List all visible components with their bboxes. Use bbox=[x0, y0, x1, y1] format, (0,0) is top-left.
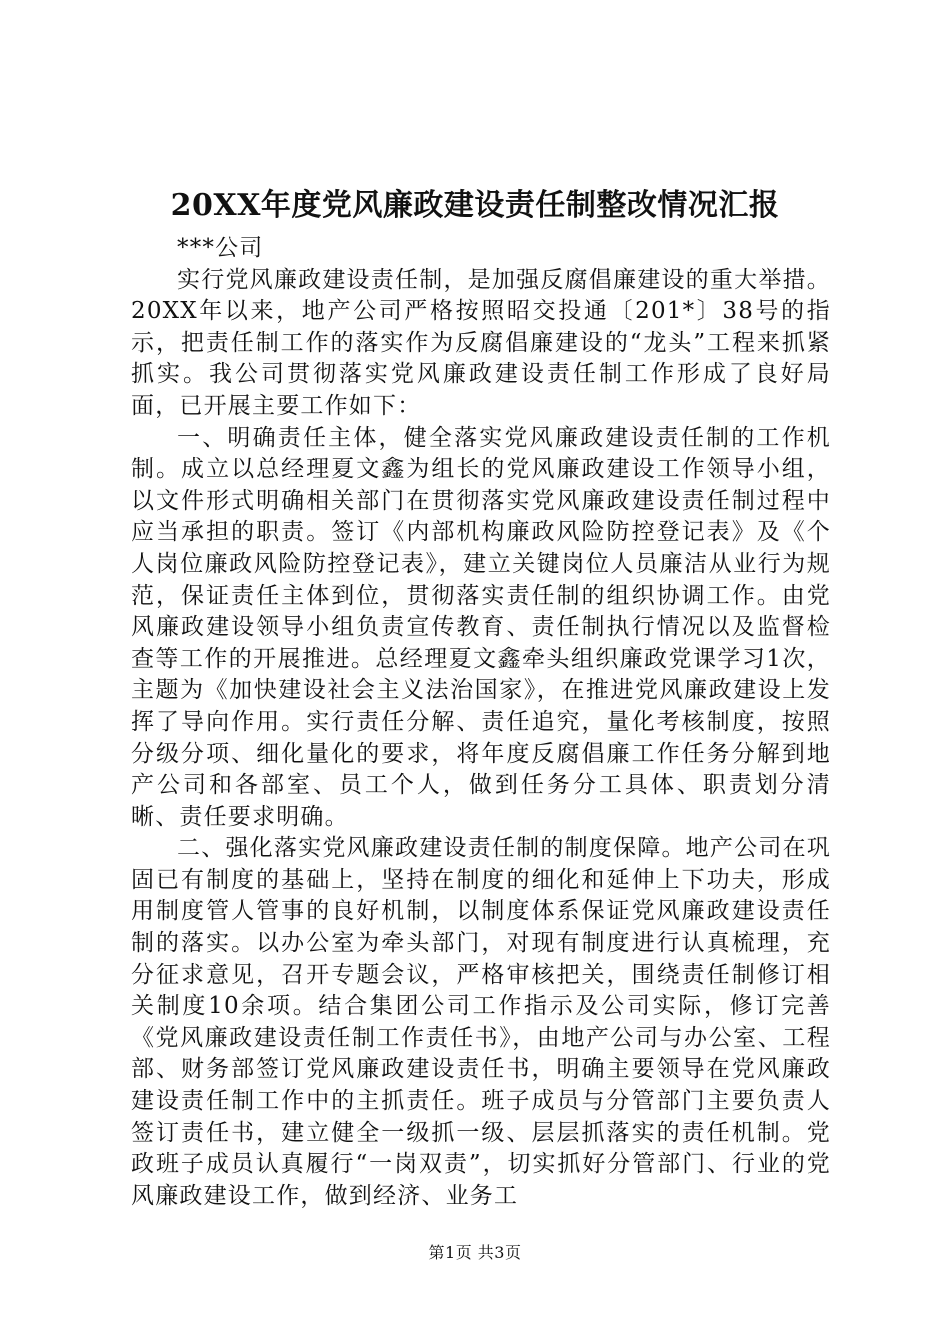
document-title: 20XX年度党风廉政建设责任制整改情况汇报 bbox=[170, 188, 780, 223]
page-footer: 第1页 共3页 bbox=[428, 1243, 522, 1262]
author-line: ***公司 bbox=[177, 235, 264, 261]
paragraph-intro: 实行党风廉政建设责任制，是加强反腐倡廉建设的重大举措。20XX年以来，地产公司严格按照昭交投通〔201*〕38号的指示，把责任制工作的落实作为反腐倡廉建设的“龙头”工程来抓紧抓实。我公司贯彻落实党风廉政建设责任制工作形成了良好局面，已开展主要工作如下： bbox=[131, 266, 831, 419]
paragraph-section-2: 二、强化落实党风廉政建设责任制的制度保障。地产公司在巩固已有制度的基础上，坚持在制度的细化和延伸上下功夫，形成用制度管人管事的良好机制，以制度体系保证党风廉政建设责任制的落实。以办公室为牵头部门，对现有制度进行认真梳理，充分征求意见，召开专题会议，严格审核把关，围绕责任制修订相关制度10余项。结合集团公司工作指示及公司实际，修订完善《党风廉政建设责任制工作责任书》，由地产公司与办公室、工程部、财务部签订党风廉政建设责任书，明确主要领导在党风廉政建设责任制工作中的主抓责任。班子成员与分管部门主要负责人签订责任书，建立健全一级抓一级、层层抓落实的责任机制。党政班子成员认真履行“一岗双责”，切实抓好分管部门、行业的党风廉政建设工作，做到经济、业务工 bbox=[131, 835, 831, 1209]
document-body bbox=[131, 233, 831, 1212]
paragraph-section-1: 一、明确责任主体，健全落实党风廉政建设责任制的工作机制。成立以总经理夏文鑫为组长的党风廉政建设工作领导小组，以文件形式明确相关部门在贯彻落实党风廉政建设责任制过程中应当承担的职责。签订《内部机构廉政风险防控登记表》及《个人岗位廉政风险防控登记表》，建立关键岗位人员廉洁从业行为规范，保证责任主体到位，贯彻落实责任制的组织协调工作。由党风廉政建设领导小组负责宣传教育、责任制执行情况以及监督检查等工作的开展推进。总经理夏文鑫牵头组织廉政党课学习1次，主题为《加快建设社会主义法治国家》，在推进党风廉政建设上发挥了导向作用。实行责任分解、责任追究，量化考核制度，按照分级分项、细化量化的要求，将年度反腐倡廉工作任务分解到地产公司和各部室、员工个人，做到任务分工具体、职责划分清晰、责任要求明确。 bbox=[131, 424, 831, 830]
